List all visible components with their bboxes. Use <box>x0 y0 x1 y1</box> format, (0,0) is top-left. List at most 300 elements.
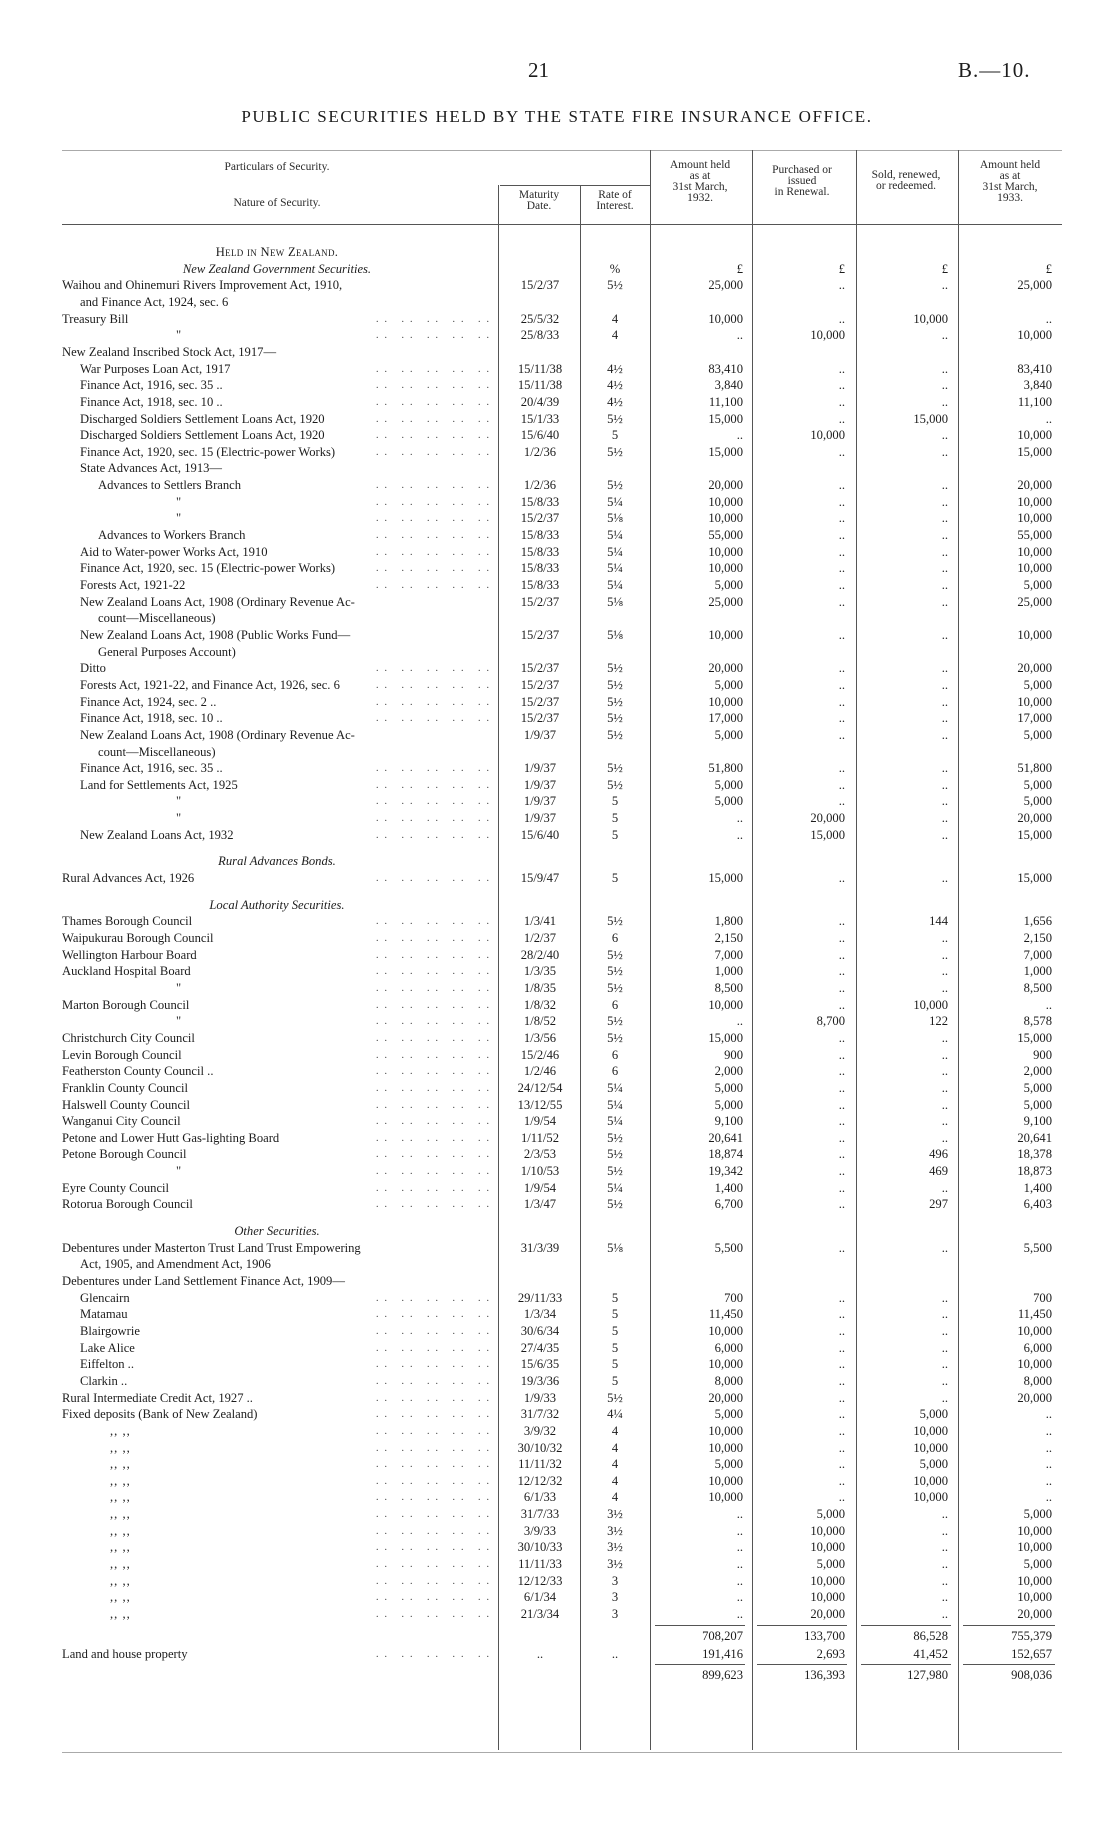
amount-1933: 20,000 <box>1017 811 1052 826</box>
sold-amount: .. <box>941 394 948 409</box>
security-name: ,, ,, <box>110 1457 131 1472</box>
interest-rate: 5½ <box>607 777 623 792</box>
maturity-date: .. <box>536 1646 544 1661</box>
interest-rate: 3½ <box>607 1540 623 1555</box>
purchased-amount: 136,393 <box>804 1668 845 1683</box>
interest-rate: 6 <box>611 1064 619 1079</box>
purchased-amount: .. <box>838 1390 845 1405</box>
amount-1932: 5,000 <box>714 1457 743 1472</box>
maturity-date: 11/11/32 <box>518 1457 562 1472</box>
purchased-amount: .. <box>838 561 845 576</box>
purchased-amount: .. <box>838 871 845 886</box>
leader-dots: .. .. .. .. .. <box>376 873 495 885</box>
amount-1932: .. <box>736 1557 743 1572</box>
amount-1932: 10,000 <box>708 311 743 326</box>
table-row <box>0 997 1114 1014</box>
header-sub-rule <box>500 185 650 186</box>
maturity-date: 21/3/34 <box>520 1607 560 1621</box>
purchased-amount: .. <box>838 1307 845 1322</box>
amount-1932: 3,840 <box>714 378 743 393</box>
purchased-amount: .. <box>838 627 845 642</box>
amount-1933: 5,000 <box>1023 1557 1052 1572</box>
purchased-amount: .. <box>838 1373 845 1388</box>
maturity-date: 15/2/37 <box>520 511 560 526</box>
security-name: Waihou and Ohinemuri Rivers Improvement Act, 1910, <box>62 278 343 293</box>
purchased-amount: 10,000 <box>810 1573 845 1588</box>
security-name: ,, ,, <box>110 1607 131 1621</box>
amount-1933: 10,000 <box>1017 1523 1052 1538</box>
amount-1932: 11,450 <box>708 1307 743 1322</box>
security-name: Franklin County Council <box>62 1080 188 1095</box>
amount-1932: 7,000 <box>714 947 743 962</box>
interest-rate: 3½ <box>607 1523 623 1538</box>
sold-amount: 41,452 <box>913 1646 948 1661</box>
amount-1932: 20,000 <box>708 661 743 676</box>
purchased-amount: .. <box>838 594 845 609</box>
maturity-date: 3/9/33 <box>523 1523 557 1538</box>
sold-amount: .. <box>941 827 948 842</box>
table-row <box>0 1130 1114 1147</box>
purchased-amount: 10,000 <box>810 1590 845 1605</box>
sold-amount: .. <box>941 528 948 543</box>
amount-1932: 17,000 <box>708 711 743 726</box>
table-row <box>0 1323 1114 1340</box>
interest-rate: 5¼ <box>607 494 623 509</box>
interest-rate: 5¼ <box>607 1097 623 1112</box>
amount-1933: 8,000 <box>1023 1373 1052 1388</box>
amount-1932: £ <box>736 261 743 276</box>
table-bottom-rule <box>62 1752 1062 1753</box>
leader-dots: .. .. .. .. .. <box>376 982 495 994</box>
security-name: Debentures under Land Settlement Finance Act, 1909— <box>62 1274 345 1288</box>
amount-1932: 10,000 <box>708 1323 743 1338</box>
maturity-date: 1/3/34 <box>523 1307 557 1322</box>
leader-dots: .. .. .. .. .. <box>376 1309 495 1321</box>
purchased-amount: .. <box>838 1407 845 1422</box>
table-row <box>0 980 1114 997</box>
sold-amount: .. <box>941 378 948 393</box>
interest-rate: 5½ <box>607 278 623 293</box>
sold-amount: .. <box>941 794 948 809</box>
sold-amount: .. <box>941 1064 948 1079</box>
leader-dots: .. .. .. .. .. <box>376 1459 495 1471</box>
sold-amount: .. <box>941 1590 948 1605</box>
maturity-date: 15/1/33 <box>520 411 560 426</box>
purchased-amount: .. <box>838 494 845 509</box>
purchased-amount: .. <box>838 694 845 709</box>
table-row <box>0 1489 1114 1506</box>
table-row <box>0 460 1114 477</box>
sold-amount: 144 <box>929 914 948 929</box>
amount-1932: 708,207 <box>702 1628 743 1643</box>
leader-dots: .. .. .. .. .. <box>376 1409 495 1421</box>
security-name: Marton Borough Council <box>62 997 190 1012</box>
table-row <box>0 294 1114 311</box>
purchased-amount: .. <box>838 1097 845 1112</box>
security-name: " <box>176 980 182 995</box>
table-row <box>0 361 1114 378</box>
leader-dots: .. .. .. .. .. <box>376 966 495 978</box>
sold-amount: 86,528 <box>913 1628 948 1643</box>
amount-1933: .. <box>1045 1407 1052 1422</box>
purchased-amount: .. <box>838 1423 845 1438</box>
interest-rate: 4 <box>611 1473 619 1488</box>
amount-1933: 10,000 <box>1017 428 1052 443</box>
amount-1933: .. <box>1045 1473 1052 1488</box>
security-name: Finance Act, 1916, sec. 35 .. <box>80 761 223 776</box>
purchased-amount: 10,000 <box>810 328 845 343</box>
table-row <box>0 444 1114 461</box>
table-row <box>0 427 1114 444</box>
purchased-amount: .. <box>838 411 845 426</box>
amount-1933: 10,000 <box>1017 511 1052 526</box>
amount-1933: 18,873 <box>1017 1164 1052 1179</box>
table-row <box>0 477 1114 494</box>
purchased-amount: .. <box>838 528 845 543</box>
security-name: Rotorua Borough Council <box>62 1197 193 1212</box>
amount-1932: 6,000 <box>714 1340 743 1355</box>
amount-1932: 10,000 <box>708 627 743 642</box>
purchased-amount: .. <box>838 1357 845 1372</box>
interest-rate: 5½ <box>607 1164 623 1179</box>
amount-1932: .. <box>736 1540 743 1555</box>
table-row <box>0 1390 1114 1407</box>
interest-rate: 3 <box>611 1573 619 1588</box>
interest-rate: 5½ <box>607 947 623 962</box>
maturity-date: 1/9/37 <box>523 727 557 742</box>
purchased-amount: .. <box>838 1457 845 1472</box>
leader-dots: .. .. .. .. .. <box>376 696 495 708</box>
leader-dots: .. .. .. .. .. <box>376 1425 495 1437</box>
sum-rule <box>757 1625 847 1626</box>
security-name: Matamau <box>80 1307 128 1322</box>
amount-1933: 15,000 <box>1017 1030 1052 1045</box>
amount-1932: 25,000 <box>708 278 743 293</box>
amount-1933: 83,410 <box>1017 361 1052 376</box>
section-heading: Rural Advances Bonds. <box>218 854 336 869</box>
security-name: Halswell County Council <box>62 1097 191 1112</box>
amount-1933: 1,000 <box>1023 964 1052 979</box>
leader-dots: .. .. .. .. .. <box>376 916 495 928</box>
sold-amount: .. <box>941 677 948 692</box>
maturity-date: 15/8/33 <box>520 561 560 576</box>
maturity-date: 6/1/34 <box>523 1590 557 1605</box>
amount-1932: .. <box>736 1523 743 1538</box>
interest-rate: 5 <box>611 1373 619 1388</box>
maturity-date: 1/2/46 <box>523 1064 557 1079</box>
sold-amount: 10,000 <box>913 1440 948 1455</box>
table-row <box>0 853 1114 870</box>
amount-1933: 2,000 <box>1023 1064 1052 1079</box>
maturity-date: 1/8/52 <box>523 1014 557 1029</box>
interest-rate: 5½ <box>607 478 623 493</box>
page-title: PUBLIC SECURITIES HELD BY THE STATE FIRE INSURANCE OFFICE. <box>241 107 873 126</box>
table-row <box>0 1523 1114 1540</box>
amount-1932: .. <box>736 1607 743 1621</box>
interest-rate: 5½ <box>607 711 623 726</box>
interest-rate: 5⅛ <box>607 511 623 526</box>
sold-amount: 10,000 <box>913 1473 948 1488</box>
table-row <box>0 1256 1114 1273</box>
amount-1933: 5,000 <box>1023 1080 1052 1095</box>
amount-1932: .. <box>736 1014 743 1029</box>
maturity-date: 25/8/33 <box>520 328 560 343</box>
leader-dots: .. .. .. .. .. <box>376 949 495 961</box>
amount-1932: 18,874 <box>708 1147 743 1162</box>
interest-rate: 5½ <box>607 677 623 692</box>
maturity-date: 1/2/37 <box>523 931 557 945</box>
maturity-date: 1/9/37 <box>523 794 557 809</box>
leader-dots: .. .. .. .. .. <box>376 813 495 825</box>
amount-1932: 2,000 <box>714 1064 743 1079</box>
maturity-date: 31/3/39 <box>520 1240 560 1255</box>
sold-amount: .. <box>941 1507 948 1522</box>
leader-dots: .. .. .. .. .. <box>376 1325 495 1337</box>
section-heading: Other Securities. <box>234 1224 320 1239</box>
interest-rate: 6 <box>611 997 619 1012</box>
table-row <box>0 1440 1114 1457</box>
header-top-rule <box>62 150 1062 151</box>
interest-rate: 4 <box>611 1423 619 1438</box>
maturity-date: 29/11/33 <box>517 1290 563 1305</box>
purchased-amount: 5,000 <box>816 1507 845 1522</box>
leader-dots: .. .. .. .. .. <box>376 779 495 791</box>
purchased-amount: .. <box>838 1147 845 1162</box>
amount-1932: 11,100 <box>708 394 743 409</box>
security-name: Waipukurau Borough Council <box>62 931 214 945</box>
table-row <box>0 510 1114 527</box>
sold-amount: 10,000 <box>913 311 948 326</box>
sum-rule <box>655 1664 745 1665</box>
leader-dots: .. .. .. .. .. <box>376 1392 495 1404</box>
purchased-amount: .. <box>838 727 845 742</box>
interest-rate: 5 <box>611 811 619 826</box>
amount-1933: .. <box>1045 1440 1052 1455</box>
maturity-date: 15/8/33 <box>520 494 560 509</box>
security-name: New Zealand Inscribed Stock Act, 1917— <box>62 344 277 359</box>
sold-caption: Sold, renewed, or redeemed. <box>871 169 941 192</box>
security-name: " <box>176 328 182 343</box>
amount-1932: 20,000 <box>708 478 743 493</box>
amount-1933: 55,000 <box>1017 528 1052 543</box>
sold-amount: .. <box>941 871 948 886</box>
leader-dots: .. .. .. .. .. <box>376 1648 495 1660</box>
amount-1933: 5,000 <box>1023 677 1052 692</box>
table-row <box>0 1406 1114 1423</box>
maturity-date: 1/3/35 <box>523 964 557 979</box>
amount-1933: 10,000 <box>1017 1357 1052 1372</box>
interest-rate: 6 <box>611 931 619 945</box>
purchased-amount: £ <box>838 261 845 276</box>
leader-dots: .. .. .. .. .. <box>376 580 495 591</box>
interest-rate: 5½ <box>607 761 623 776</box>
amount-1933: 11,450 <box>1017 1307 1052 1322</box>
security-name: Levin Borough Council <box>62 1047 182 1062</box>
purchased-amount: .. <box>838 278 845 293</box>
sold-amount: .. <box>941 544 948 559</box>
interest-rate: 5½ <box>607 444 623 459</box>
leader-dots: .. .. .. .. .. <box>376 1199 495 1211</box>
amount-1932: 8,000 <box>714 1373 743 1388</box>
table-row <box>0 577 1114 594</box>
purchased-amount: .. <box>838 1490 845 1505</box>
maturity-date: 13/12/55 <box>517 1097 563 1112</box>
leader-dots: .. .. .. .. .. <box>376 1066 495 1078</box>
sold-amount: £ <box>941 261 948 276</box>
held-1932-caption: Amount held as at 31st March, 1932. <box>669 159 731 204</box>
security-name: ,, ,, <box>110 1423 131 1438</box>
purchased-amount: .. <box>838 578 845 592</box>
table-row <box>0 1080 1114 1097</box>
sum-rule <box>655 1625 745 1626</box>
interest-rate: 3½ <box>607 1557 623 1572</box>
purchased-amount: .. <box>838 761 845 776</box>
table-row <box>0 1030 1114 1047</box>
security-name: Finance Act, 1918, sec. 10 .. <box>80 711 223 726</box>
sold-amount: .. <box>941 1240 948 1255</box>
amount-1933: 25,000 <box>1017 594 1052 609</box>
interest-rate: 5 <box>611 1340 619 1355</box>
security-name: ,, ,, <box>110 1557 131 1572</box>
security-name: ,, ,, <box>110 1507 131 1522</box>
maturity-date: 30/6/34 <box>520 1323 560 1338</box>
security-name: Aid to Water-power Works Act, 1910 <box>80 544 268 559</box>
security-name: Fixed deposits (Bank of New Zealand) <box>62 1407 258 1422</box>
table-row <box>0 1646 1114 1663</box>
sold-amount: .. <box>941 947 948 962</box>
table-row <box>0 1423 1114 1440</box>
interest-rate: 5 <box>611 827 619 842</box>
leader-dots: .. .. .. .. .. <box>376 380 495 392</box>
purchased-amount: .. <box>838 1290 845 1305</box>
security-name: " <box>176 494 182 509</box>
amount-1933: 10,000 <box>1017 544 1052 559</box>
leader-dots: .. .. .. .. .. <box>376 1049 495 1061</box>
table-row <box>0 1273 1114 1290</box>
leader-dots: .. .. .. .. .. <box>376 1525 495 1537</box>
security-name: Featherston County Council .. <box>62 1064 214 1079</box>
sold-amount: .. <box>941 627 948 642</box>
amount-1933: 10,000 <box>1017 1590 1052 1605</box>
purchased-amount: .. <box>838 444 845 459</box>
table-row <box>0 560 1114 577</box>
amount-1933: .. <box>1045 1423 1052 1438</box>
sold-amount: .. <box>941 478 948 493</box>
purchased-amount: .. <box>838 1473 845 1488</box>
interest-rate: 5½ <box>607 1130 623 1145</box>
security-name: Finance Act, 1918, sec. 10 .. <box>80 394 223 409</box>
table-row <box>0 1473 1114 1490</box>
maturity-date: 12/12/32 <box>517 1473 563 1488</box>
security-name: General Purposes Account) <box>98 644 236 659</box>
leader-dots: .. .. .. .. .. <box>376 1116 495 1128</box>
interest-rate: 5¼ <box>607 1180 623 1195</box>
maturity-date: 1/3/47 <box>523 1197 557 1212</box>
table-row <box>0 810 1114 827</box>
leader-dots: .. .. .. .. .. <box>376 763 495 775</box>
table-row <box>0 947 1114 964</box>
leader-dots: .. .. .. .. .. <box>376 829 495 841</box>
sold-amount: 10,000 <box>913 997 948 1012</box>
leader-dots: .. .. .. .. .. <box>376 1182 495 1194</box>
table-row <box>0 1163 1114 1180</box>
table-row <box>0 1146 1114 1163</box>
interest-rate: 3 <box>611 1607 619 1621</box>
sold-amount: .. <box>941 1557 948 1572</box>
security-name: Treasury Bill <box>62 311 129 326</box>
leader-dots: .. .. .. .. .. <box>376 563 495 575</box>
table-row <box>0 610 1114 627</box>
security-name: Petone Borough Council <box>62 1147 187 1162</box>
leader-dots: .. .. .. .. .. <box>376 1016 495 1028</box>
sold-amount: .. <box>941 1047 948 1062</box>
amount-1933: 1,656 <box>1023 914 1052 929</box>
amount-1932: 5,000 <box>714 677 743 692</box>
interest-rate: 4 <box>611 328 619 343</box>
interest-rate: 5½ <box>607 1390 623 1405</box>
maturity-date: 11/11/33 <box>518 1557 562 1572</box>
interest-rate: 5½ <box>607 914 623 929</box>
table-row <box>0 827 1114 844</box>
amount-1933: 17,000 <box>1017 711 1052 726</box>
interest-rate: 5½ <box>607 1030 623 1045</box>
table-row <box>0 594 1114 611</box>
security-name: ,, ,, <box>110 1490 131 1505</box>
amount-1932: 10,000 <box>708 1490 743 1505</box>
purchased-amount: .. <box>838 1047 845 1062</box>
purchased-amount: .. <box>838 794 845 809</box>
amount-1932: 700 <box>724 1290 743 1305</box>
purchased-amount: 10,000 <box>810 428 845 443</box>
sold-amount: .. <box>941 594 948 609</box>
sold-amount: .. <box>941 727 948 742</box>
sum-rule <box>963 1625 1055 1626</box>
maturity-date: 15/8/33 <box>520 528 560 543</box>
purchased-amount: .. <box>838 1240 845 1255</box>
maturity-caption: Maturity Date. <box>518 189 560 212</box>
security-name: Eiffelton .. <box>80 1357 134 1372</box>
header-bottom-rule <box>62 224 1062 225</box>
amount-1933: 5,000 <box>1023 794 1052 809</box>
maturity-date: 15/6/35 <box>520 1357 560 1372</box>
leader-dots: .. .. .. .. .. <box>376 1166 495 1178</box>
table-row <box>0 1356 1114 1373</box>
table-row <box>0 1047 1114 1064</box>
amount-1933: 10,000 <box>1017 694 1052 709</box>
purchased-amount: .. <box>838 511 845 526</box>
leader-dots: .. .. .. .. .. <box>376 546 495 558</box>
leader-dots: .. .. .. .. .. <box>376 496 495 508</box>
interest-rate: 5½ <box>607 1147 623 1162</box>
amount-1933: 908,036 <box>1011 1668 1052 1683</box>
security-name: " <box>176 1164 182 1179</box>
table-row <box>0 494 1114 511</box>
interest-rate: 4 <box>611 311 619 326</box>
sum-rule <box>861 1664 951 1665</box>
amount-1933: 10,000 <box>1017 328 1052 343</box>
sold-amount: 5,000 <box>919 1407 948 1422</box>
sold-amount: .. <box>941 1573 948 1588</box>
amount-1933: 5,000 <box>1023 1097 1052 1112</box>
security-name: count—Miscellaneous) <box>98 744 216 759</box>
amount-1932: 83,410 <box>708 361 743 376</box>
interest-rate: 5½ <box>607 1197 623 1212</box>
leader-dots: .. .. .. .. .. <box>376 679 495 691</box>
sold-amount: .. <box>941 494 948 509</box>
maturity-date: 15/11/38 <box>517 378 563 393</box>
table-row <box>0 1373 1114 1390</box>
maturity-date: 1/9/33 <box>523 1390 557 1405</box>
